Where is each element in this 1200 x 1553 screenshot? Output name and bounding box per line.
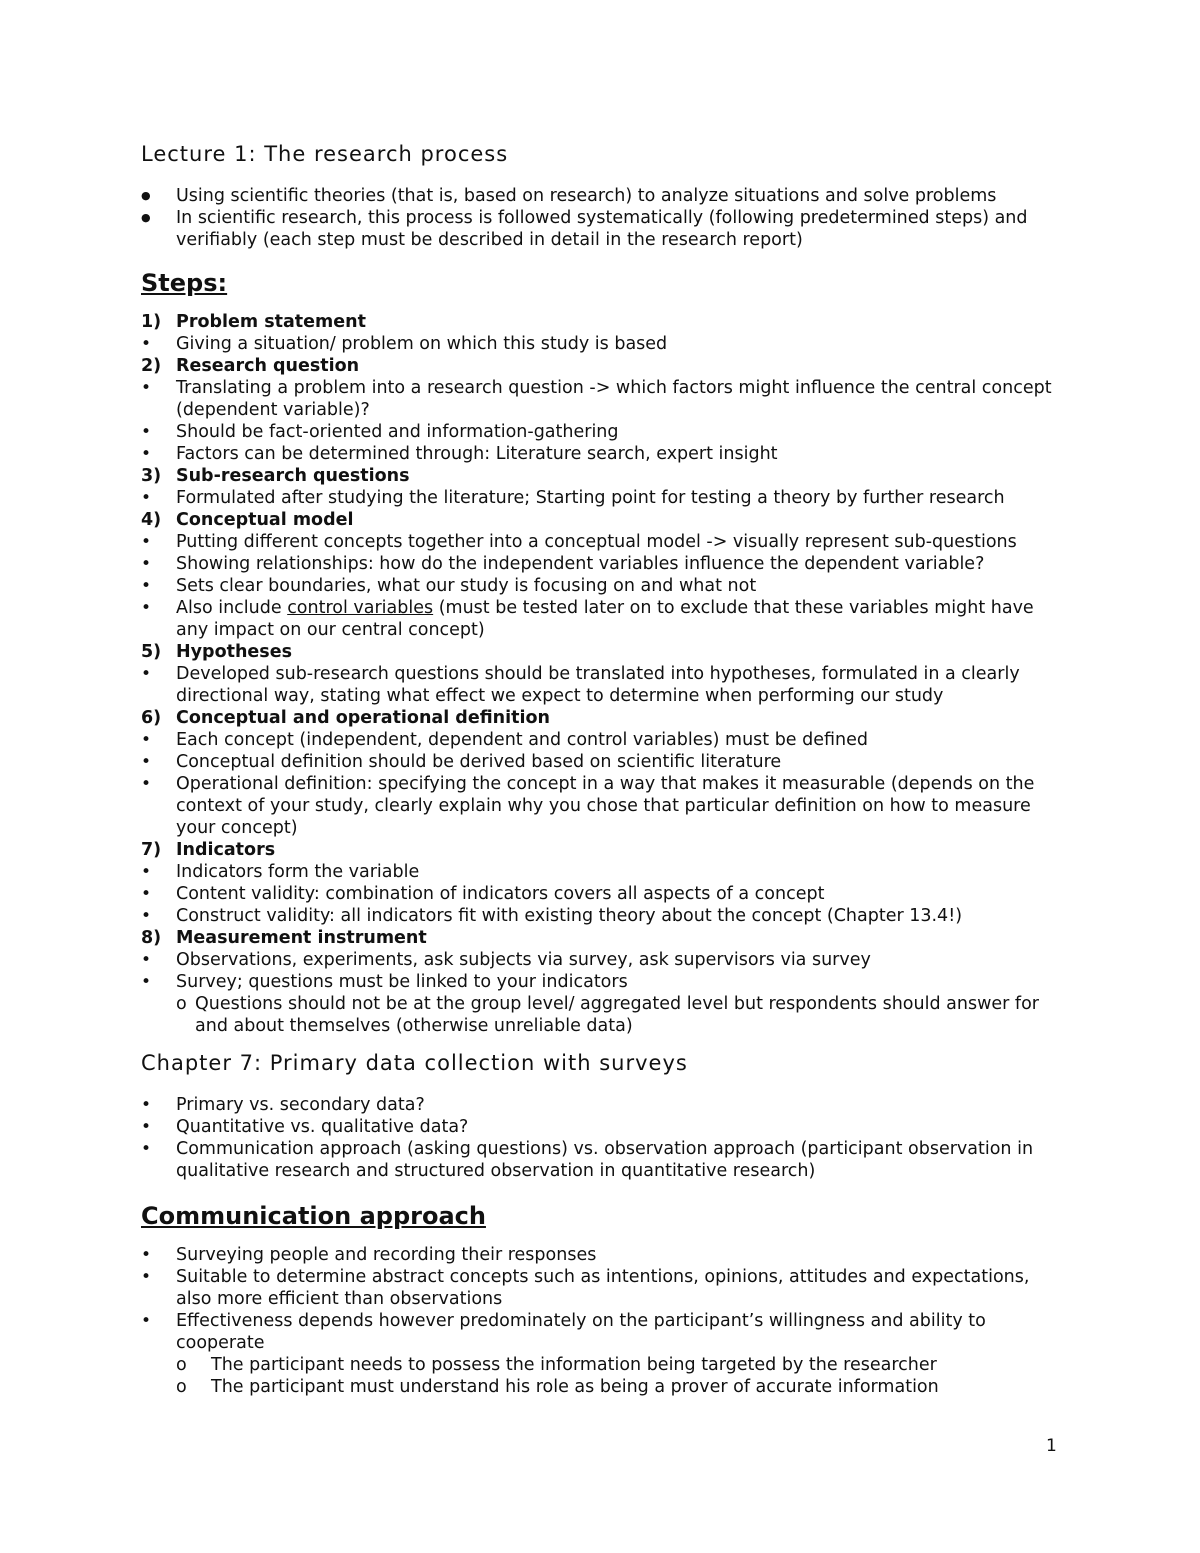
bullet-icon (141, 377, 169, 399)
steps-heading: Steps: (141, 269, 228, 297)
bullet-icon (141, 1244, 169, 1266)
list-item: • Showing relationships: how do the independent variables influence the dependent variable? (141, 553, 1061, 575)
bullet-icon (141, 1266, 169, 1288)
list-item: • Quantitative vs. qualitative data? (141, 1116, 1061, 1138)
bullet-icon (141, 207, 169, 230)
bullet-icon (141, 333, 169, 355)
list-item: • Communication approach (asking questions) vs. observation approach (participant observation in qualitative research and structured observation in quantitative research) (141, 1138, 1061, 1182)
bullet-icon (141, 883, 169, 905)
bullet-icon (141, 949, 169, 971)
list-item: • Formulated after studying the literature; Starting point for testing a theory by further research (141, 487, 1061, 509)
list-item: • Developed sub-research questions should be translated into hypotheses, formulated in a clearly directional way, stating what effect we expect to determine when performing our study (141, 663, 1061, 707)
bullet-icon (141, 751, 169, 773)
list-item: ● Using scientific theories (that is, based on research) to analyze situations and solve problems (141, 185, 1061, 207)
step-heading: 2) Research question (141, 356, 360, 376)
communication-heading: Communication approach (141, 1202, 486, 1230)
list-item: • Primary vs. secondary data? (141, 1094, 1061, 1116)
step-heading: 1) Problem statement (141, 312, 366, 332)
list-item: • Surveying people and recording their responses (141, 1244, 1061, 1266)
circle-bullet-icon: o (176, 1377, 187, 1397)
list-item: • Conceptual definition should be derived based on scientific literature (141, 751, 1061, 773)
list-item: • Also include control variables (must be tested later on to exclude that these variables might have any impact on our central concept) (141, 597, 1061, 641)
list-item: o Questions should not be at the group level/ aggregated level but respondents should answer for and about themselves (otherwise unreliable data) (176, 994, 1039, 1036)
step-heading: 8) Measurement instrument (141, 928, 427, 948)
bullet-icon (141, 487, 169, 509)
steps-list (141, 311, 1061, 1037)
list-item: • Each concept (independent, dependent and control variables) must be defined (141, 729, 1061, 751)
page-number: 1 (1046, 1436, 1057, 1456)
circle-bullet-icon: o (176, 1355, 187, 1375)
list-item: o The participant needs to possess the information being targeted by the researcher (176, 1355, 937, 1375)
step-heading: 4) Conceptual model (141, 510, 354, 530)
lecture-bullet-list (141, 185, 1061, 251)
bullet-icon (141, 597, 169, 619)
bullet-icon (141, 905, 169, 927)
list-item: • Construct validity: all indicators fit with existing theory about the concept (Chapter 13.4!) (141, 905, 1061, 927)
bullet-icon (141, 185, 169, 208)
chapter-title: Chapter 7: Primary data collection with surveys (141, 1051, 688, 1075)
bullet-icon (141, 729, 169, 751)
list-item: • Effectiveness depends however predominately on the participant’s willingness and ability to cooperate (141, 1310, 1061, 1354)
step-heading: 7) Indicators (141, 840, 276, 860)
step-heading: 5) Hypotheses (141, 642, 292, 662)
bullet-icon (141, 663, 169, 685)
list-item: • Giving a situation/ problem on which this study is based (141, 333, 1061, 355)
list-item: • Observations, experiments, ask subjects via survey, ask supervisors via survey (141, 949, 1061, 971)
list-item: • Operational definition: specifying the concept in a way that makes it measurable (depends on the context of your study, clearly explain why you chose that particular definition on how to measure your concept) (141, 773, 1061, 839)
circle-bullet-icon: o (176, 994, 187, 1014)
bullet-icon (141, 553, 169, 575)
bullet-icon (141, 531, 169, 553)
list-item: • Factors can be determined through: Literature search, expert insight (141, 443, 1061, 465)
list-item: ● In scientific research, this process is followed systematically (following predetermined steps) and verifiably (each step must be described in detail in the research report) (141, 207, 1061, 251)
bullet-icon (141, 443, 169, 465)
list-item: • Content validity: combination of indicators covers all aspects of a concept (141, 883, 1061, 905)
bullet-icon (141, 421, 169, 443)
chapter-bullet-list (141, 1094, 1061, 1182)
list-item: • Putting different concepts together into a conceptual model -> visually represent sub-questions (141, 531, 1061, 553)
page-content (141, 142, 1061, 1398)
bullet-icon (141, 1138, 169, 1160)
bullet-icon (141, 1310, 169, 1332)
step-heading: 6) Conceptual and operational definition (141, 708, 550, 728)
list-item: • Suitable to determine abstract concepts such as intentions, opinions, attitudes and expectations, also more efficient than observations (141, 1266, 1061, 1310)
lecture-title: Lecture 1: The research process (141, 142, 509, 166)
list-item: • Sets clear boundaries, what our study is focusing on and what not (141, 575, 1061, 597)
list-item: • Translating a problem into a research question -> which factors might influence the central concept (dependent variable)? (141, 377, 1061, 421)
bullet-icon (141, 861, 169, 883)
control-variables-term: control variables (287, 598, 434, 618)
bullet-icon (141, 971, 169, 993)
list-item: • Survey; questions must be linked to your indicators (141, 971, 1061, 993)
bullet-icon (141, 773, 169, 795)
list-item: • Should be fact-oriented and information-gathering (141, 421, 1061, 443)
list-item: • Indicators form the variable (141, 861, 1061, 883)
communication-bullet-list (141, 1244, 1061, 1398)
bullet-icon (141, 1116, 169, 1138)
bullet-icon (141, 575, 169, 597)
list-item: o The participant must understand his role as being a prover of accurate information (176, 1377, 939, 1397)
bullet-icon (141, 1094, 169, 1116)
step-heading: 3) Sub-research questions (141, 466, 410, 486)
